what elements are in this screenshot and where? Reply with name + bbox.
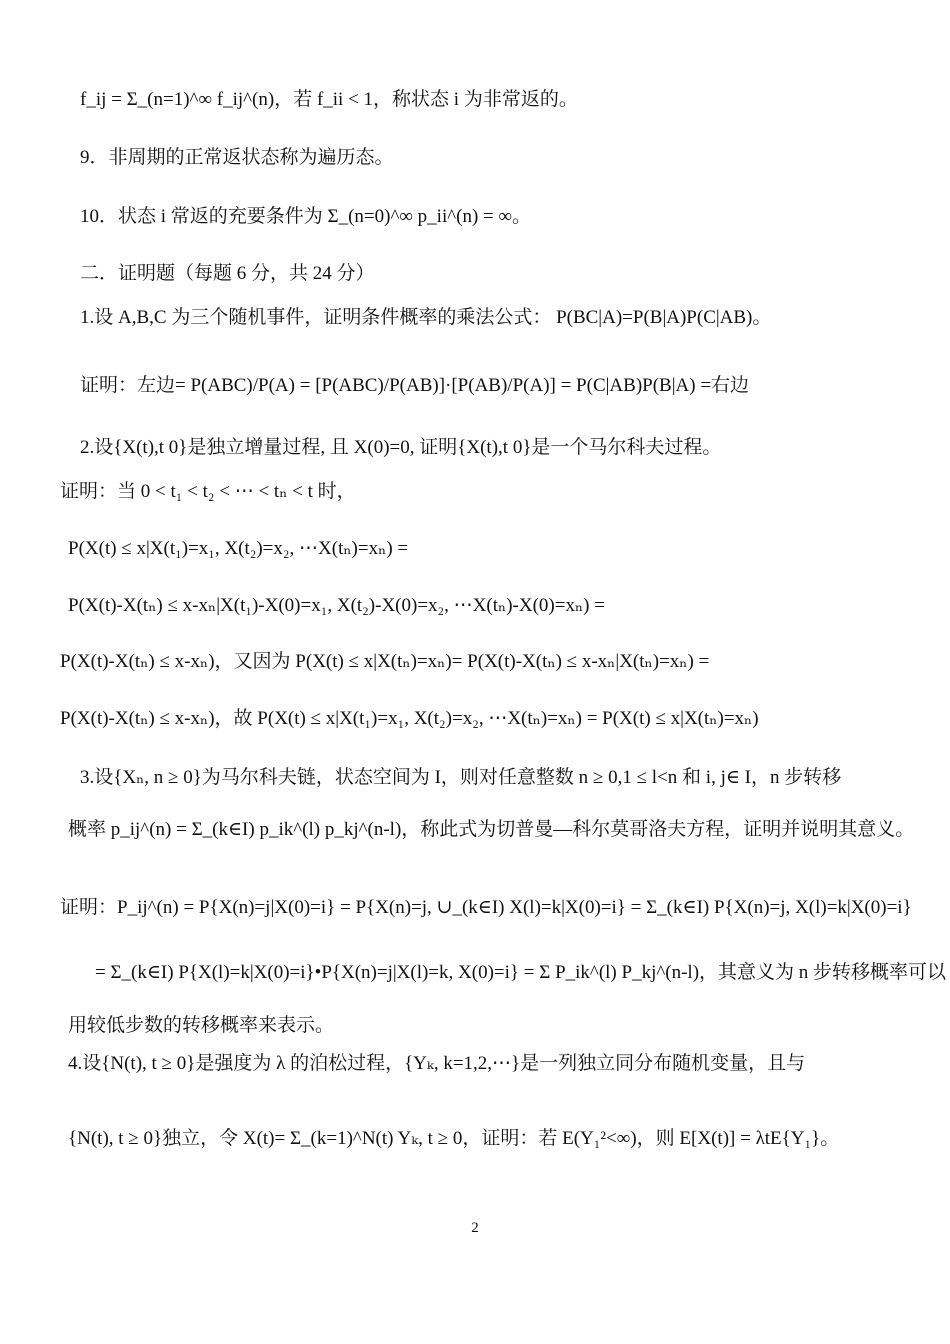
page-number: 2 — [471, 1220, 479, 1236]
text-line: f_ij = Σ_(n=1)^∞ f_ij^(n)，若 f_ii < 1，称状态 i 为非常返的。 — [80, 89, 578, 110]
proof-line: 证明：P_ij^(n) = P{X(n)=j|X(0)=i} = P{X(n)=j, ∪_(k∈I) X(l)=k|X(0)=i} = Σ_(k∈I) P{X(n)=j, X(l)=k|X(0)=i} — [60, 897, 912, 918]
proof-line: P(X(t)-X(tₙ) ≤ x-xₙ)，故 P(X(t) ≤ x|X(t₁)=x₁, X(t₂)=x₂, ⋯X(tₙ)=xₙ) = P(X(t) ≤ x|X(tₙ)=xₙ) — [60, 708, 759, 729]
problem-statement: 1.设 A,B,C 为三个随机事件，证明条件概率的乘法公式： P(BC|A)=P(B|A)P(C|AB)。 — [80, 307, 772, 328]
problem-statement: 4.设{N(t), t ≥ 0}是强度为 λ 的泊松过程，{Yₖ, k=1,2,⋯}是一列独立同分布随机变量，且与 — [68, 1053, 806, 1074]
proof-line: 用较低步数的转移概率来表示。 — [68, 1015, 335, 1036]
proof-line: P(X(t)-X(tₙ) ≤ x-xₙ)，又因为 P(X(t) ≤ x|X(tₙ)=xₙ)= P(X(t)-X(tₙ) ≤ x-xₙ|X(tₙ)=xₙ) = — [60, 651, 710, 672]
proof-line: 证明：当 0 < t₁ < t₂ < ⋯ < tₙ < t 时， — [60, 481, 356, 502]
text-line: 10．状态 i 常返的充要条件为 Σ_(n=0)^∞ p_ii^(n) = ∞。 — [80, 206, 532, 227]
problem-statement: {N(t), t ≥ 0}独立，令 X(t)= Σ_(k=1)^N(t) Yₖ, t ≥ 0，证明：若 E(Y₁²<∞)，则 E[X(t)] = λtE{Y₁}。 — [68, 1128, 840, 1149]
proof-line: P(X(t) ≤ x|X(t₁)=x₁, X(t₂)=x₂, ⋯X(tₙ)=xₙ) = — [68, 538, 409, 559]
problem-statement: 2.设{X(t),t 0}是独立增量过程, 且 X(0)=0, 证明{X(t),t 0}是一个马尔科夫过程。 — [80, 437, 722, 458]
problem-statement: 概率 p_ij^(n) = Σ_(k∈I) p_ik^(l) p_kj^(n-l)，称此式为切普曼—科尔莫哥洛夫方程，证明并说明其意义。 — [68, 819, 915, 840]
proof-line: P(X(t)-X(tₙ) ≤ x-xₙ|X(t₁)-X(0)=x₁, X(t₂)-X(0)=x₂, ⋯X(tₙ)-X(0)=xₙ) = — [68, 595, 605, 616]
proof-line: 证明：左边= P(ABC)/P(A) = [P(ABC)/P(AB)]·[P(AB)/P(A)] = P(C|AB)P(B|A) =右边 — [80, 375, 750, 396]
problem-statement: 3.设{Xₙ, n ≥ 0}为马尔科夫链，状态空间为 I，则对任意整数 n ≥ 0,1 ≤ l<n 和 i, j∈ I，n 步转移 — [80, 767, 842, 788]
proof-line: = Σ_(k∈I) P{X(l)=k|X(0)=i}•P{X(n)=j|X(l)=k, X(0)=i} = Σ P_ik^(l) P_kj^(n-l)，其意义为 n 步转移概率可以 — [95, 962, 947, 983]
text-line: 9．非周期的正常返状态称为遍历态。 — [80, 147, 394, 168]
section-heading: 二．证明题（每题 6 分，共 24 分） — [80, 263, 375, 284]
